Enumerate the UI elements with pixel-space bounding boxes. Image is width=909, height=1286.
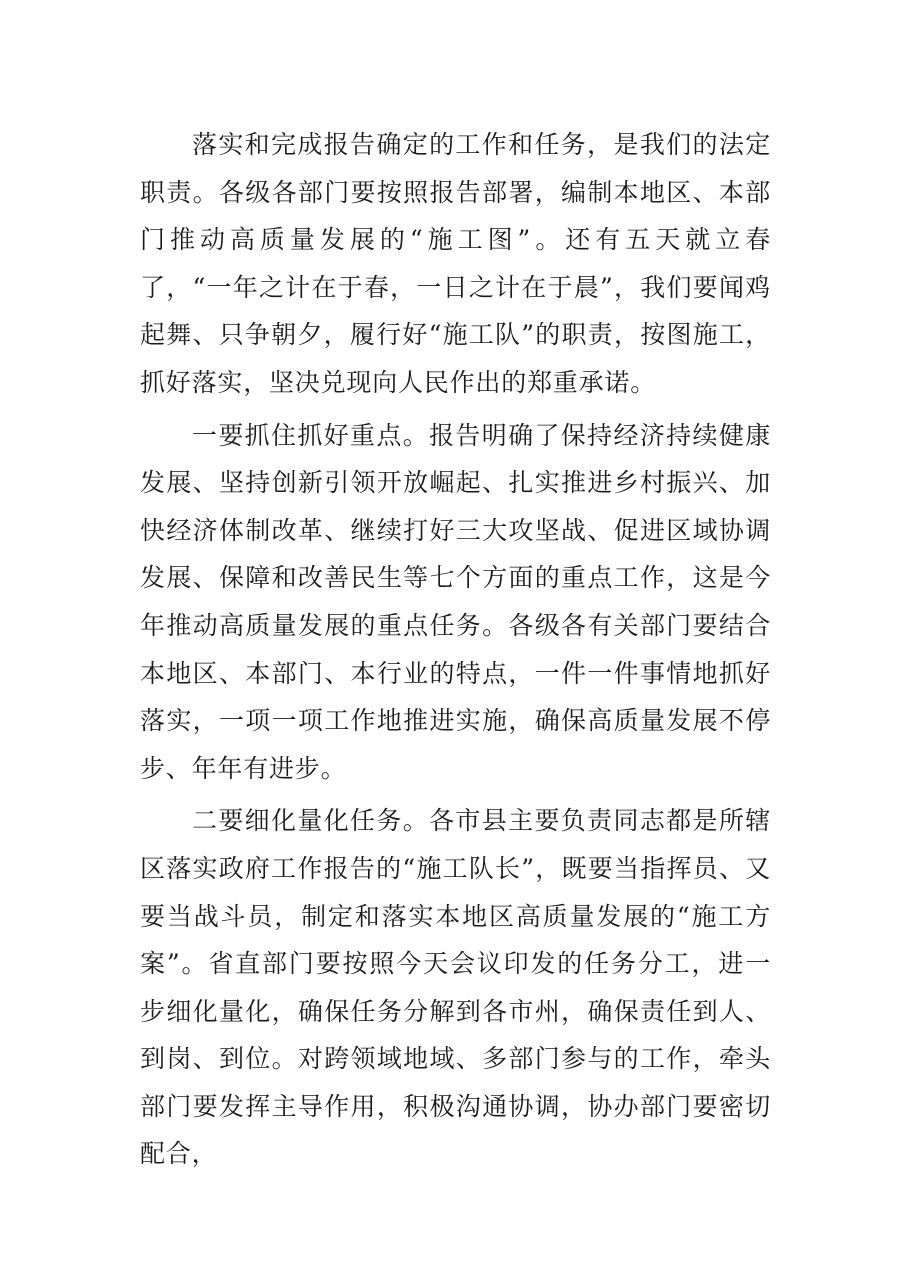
- paragraph-1: 落实和完成报告确定的工作和任务，是我们的法定职责。各级各部门要按照报告部署，编制本地区、本部门推动高质量发展的“施工图”。还有五天就立春了，“一年之计在于春，一日之计在于晨”，我们要闻鸡起舞、只争朝夕，履行好“施工队”的职责，按图施工，抓好落实，坚决兑现向人民作出的郑重承诺。: [140, 130, 771, 397]
- paragraph-3: 二要细化量化任务。各市县主要负责同志都是所辖区落实政府工作报告的“施工队长”，既要当指挥员、又要当战斗员，制定和落实本地区高质量发展的“施工方案”。省直部门要按照今天会议印发的任务分工，进一步细化量化，确保任务分解到各市州，确保责任到人、到岗、到位。对跨领域地域、多部门参与的工作，牵头部门要发挥主导作用，积极沟通协调，协办部门要密切配合，: [140, 806, 771, 1169]
- paragraph-2: 一要抓住抓好重点。报告明确了保持经济持续健康发展、坚持创新引领开放崛起、扎实推进乡村振兴、加快经济体制改革、继续打好三大攻坚战、促进区域协调发展、保障和改善民生等七个方面的重点工作，这是今年推动高质量发展的重点任务。各级各有关部门要结合本地区、本部门、本行业的特点，一件一件事情地抓好落实，一项一项工作地推进实施，确保高质量发展不停步、年年有进步。: [140, 420, 771, 783]
- document-body: [140, 121, 771, 1183]
